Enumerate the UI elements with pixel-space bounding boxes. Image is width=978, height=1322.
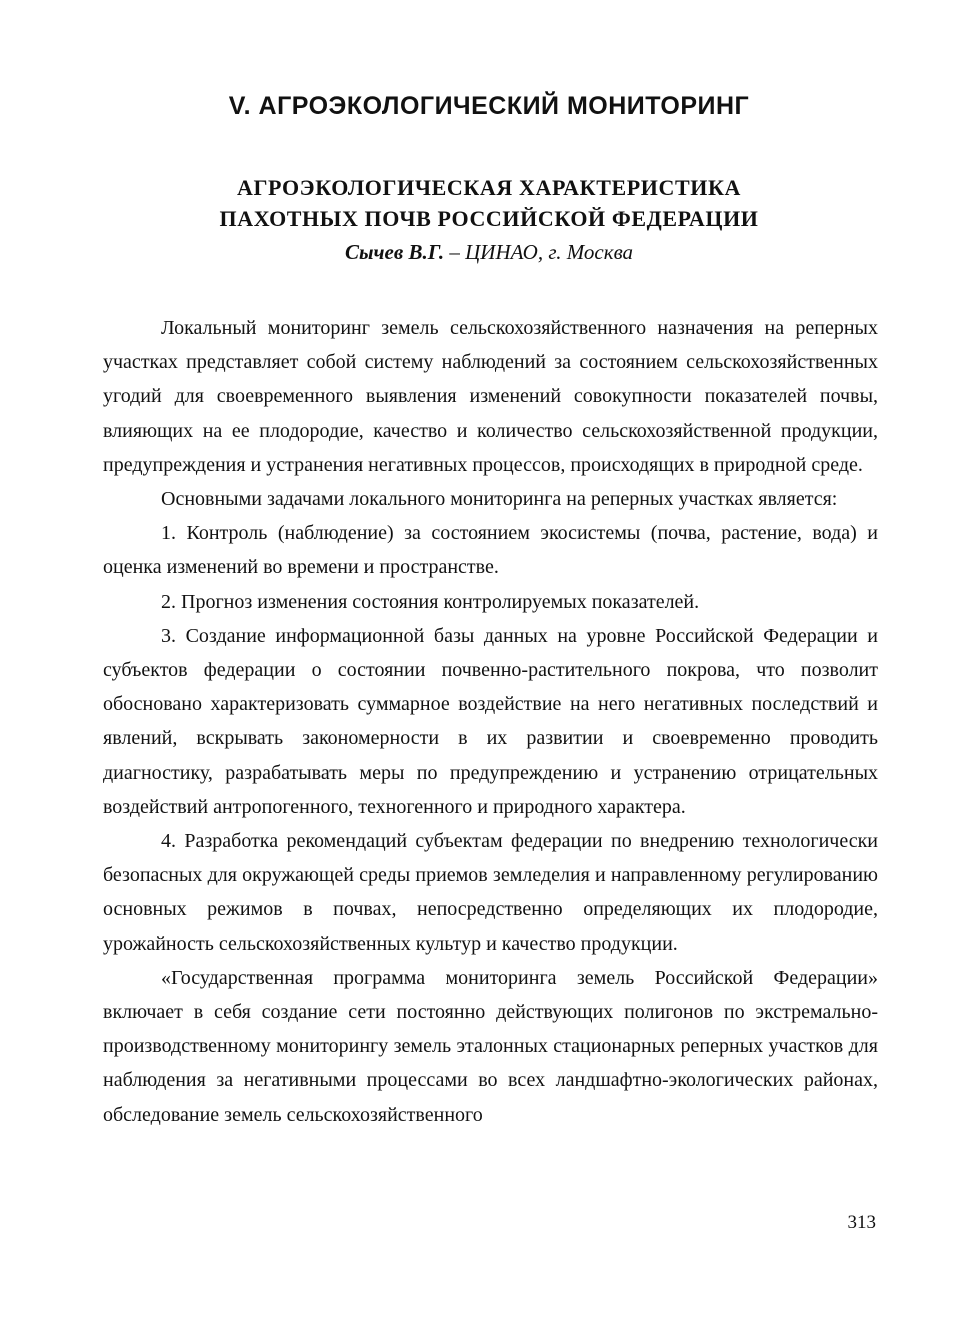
author-name: Сычев В.Г.	[344, 240, 445, 264]
author-affiliation: – ЦИНАО, г. Москва	[444, 240, 634, 264]
paragraph-tasks-lead: Основными задачами локального мониторинга на реперных участках является:	[161, 488, 838, 511]
article-body	[103, 311, 878, 1132]
paragraph-program: «Государственная программа мониторинга земель Российской Федерации» включает в себя создание сети постоянно действующих полигонов по экстремально-производственному мониторингу земель эталонных стационарных реперных участков для наблюдения за негативными процессами во всех ландшафтно-экологических районах, обследование земель сельскохозяйственного	[103, 966, 878, 1126]
page-number: 313	[847, 1212, 876, 1233]
article-title-line-1: АГРОЭКОЛОГИЧЕСКАЯ ХАРАКТЕРИСТИКА	[236, 175, 742, 200]
paragraph-intro: Локальный мониторинг земель сельскохозяйственного назначения на реперных участках представляет собой систему наблюдений за состоянием сельскохозяйственных угодий для своевременного выявления изменений совокупности показателей почвы, влияющих на ее плодородие, качество и количество сельскохозяйственной продукции, предупреждения и устранения негативных процессов, происходящих в природной среде.	[103, 317, 878, 476]
section-heading: V. АГРОЭКОЛОГИЧЕСКИЙ МОНИТОРИНГ	[228, 92, 750, 120]
paragraph-task-3: 3. Создание информационной базы данных на уровне Российской Федерации и субъектов федерации о состоянии почвенно-растительного покрова, что позволит обосновано характеризовать суммарное воздействие на него негативных последствий и явлений, вскрывать закономерности в их развитии и своевременно проводить диагностику, разрабатывать меры по предупреждению и устранению отрицательных воздействий антропогенного, техногенного и природного характера.	[103, 624, 878, 818]
article-title-line-2: ПАХОТНЫХ ПОЧВ РОССИЙСКОЙ ФЕДЕРАЦИИ	[219, 206, 759, 231]
paragraph-task-4: 4. Разработка рекомендаций субъектам федерации по внедрению технологически безопасных для окружающей среды приемов земледелия и направленному регулированию основных режимов в почвах, непосредственно определяющих их плодородие, урожайность сельскохозяйственных культур и качество продукции.	[103, 830, 878, 955]
paragraph-task-1: 1. Контроль (наблюдение) за состоянием экосистемы (почва, растение, вода) и оценка изменений во времени и пространстве.	[103, 522, 878, 579]
author-line	[0, 240, 978, 265]
article-title	[0, 172, 978, 234]
paragraph-task-2: 2. Прогноз изменения состояния контролируемых показателей.	[161, 590, 700, 613]
